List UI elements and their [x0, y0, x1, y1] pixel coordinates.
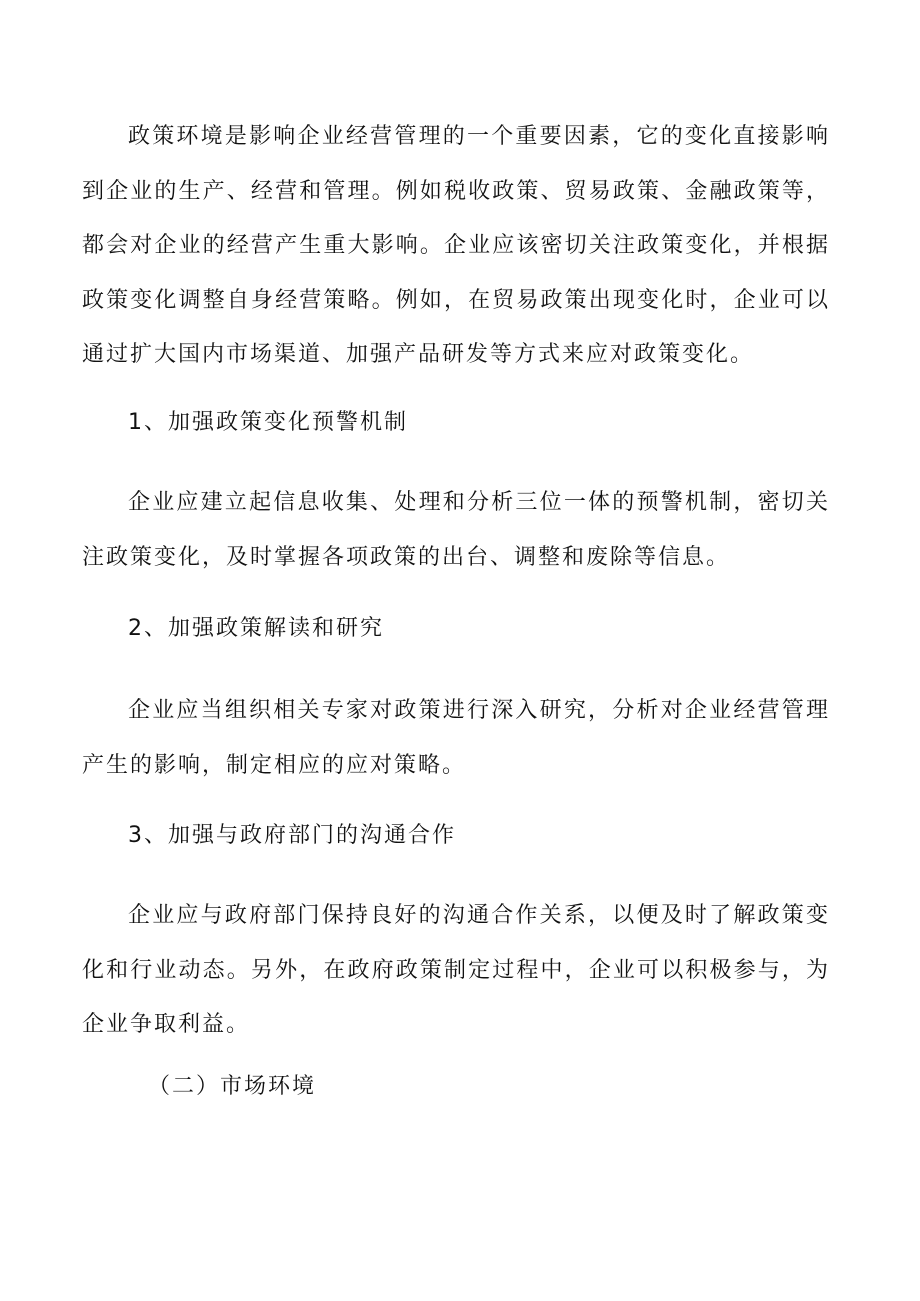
item-3-heading: 3、加强与政府部门的沟通合作 [128, 823, 456, 848]
item-2-body: 企业应当组织相关专家对政策进行深入研究，分析对企业经营管理产生的影响，制定相应的应对策略。 [82, 698, 830, 778]
item-1-body: 企业应建立起信息收集、处理和分析三位一体的预警机制，密切关注政策变化，及时掌握各项政策的出台、调整和废除等信息。 [82, 490, 830, 570]
item-1-heading: 1、加强政策变化预警机制 [128, 410, 408, 435]
item-2-heading: 2、加强政策解读和研究 [128, 616, 384, 641]
intro-paragraph: 政策环境是影响企业经营管理的一个重要因素，它的变化直接影响到企业的生产、经营和管理。例如税收政策、贸易政策、金融政策等，都会对企业的经营产生重大影响。企业应该密切关注政策变化，并根据政策变化调整自身经营策略。例如，在贸易政策出现变化时，企业可以通过扩大国内市场渠道、加强产品研发等方式来应对政策变化。 [82, 124, 830, 367]
section-heading-market-environment: （二）市场环境 [148, 1074, 317, 1099]
item-3-body: 企业应与政府部门保持良好的沟通合作关系，以便及时了解政策变化和行业动态。另外，在政府政策制定过程中，企业可以积极参与，为企业争取利益。 [82, 903, 830, 1037]
